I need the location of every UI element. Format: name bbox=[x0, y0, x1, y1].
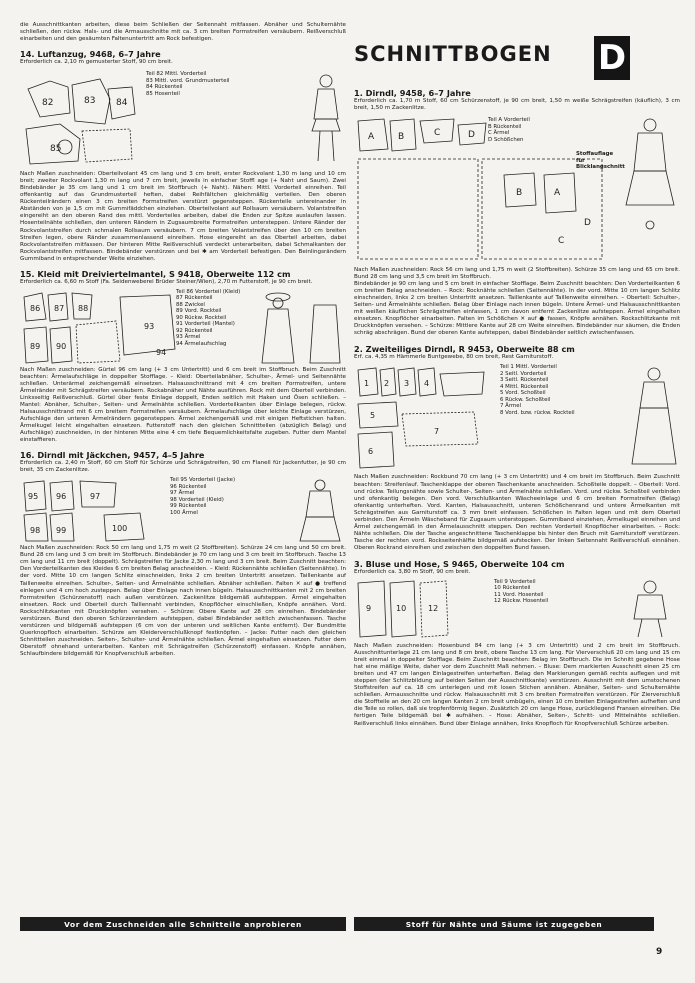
part-100: 100 Ärmel bbox=[170, 509, 198, 516]
section-3-parts bbox=[494, 579, 548, 605]
svg-text:6: 6 bbox=[368, 447, 374, 457]
part-6: 6 Rückw. Schoßteil bbox=[500, 396, 551, 403]
svg-text:9: 9 bbox=[366, 603, 372, 613]
part-7: 7 Ärmel bbox=[500, 403, 522, 410]
page-number: 9 bbox=[656, 947, 663, 957]
svg-text:C: C bbox=[558, 236, 565, 246]
section-3-text: Nach Maßen zuschneiden: Hosenbund 84 cm lang (+ 3 cm Untertritt) und 2 cm breit im Stoffbruch. Ausschnittunterlage 21 cm lang und 8 cm breit, obere Tasche 13 cm lang. Für Vierverschluß 20 cm lang und 15 cm breit einmal in doppelter Stofflage. Beim Zuschnitt beachten: Belag im Stoffbruch. Die im Schnitt gegebene Hose hat eine mäßige Weite, daher vor dem Zuschnitt Maß nehmen. – Bluse: Dem markierten Ausschnitt einen 25 cm breiten und 47 cm langen Einlagestreifen unterheften. Belag den Markierungen gemäß rechts auflegen und mit steppen (der Schlitzbildung auf beiden Seiten der Ausschnittkante) verstürzen. Ausschnitt mit dem umstochenen Stoffstreifen auf ca. 18 cm unterlegen und mit losen Stichen annähen. Abnäher, Seiten- und Schulternähte schließen. Armausschnitte und rückw. Halsausschnitt mit 3 cm breiten Formstreifen verstürzen. Für Zierverschluß die Stoffteile an den 20 cm langen Kanten 2 cm breit umbügeln, einen 10 cm breiten Einlagestreifen aufheften und die Teile so rollen, daß sie tropfenförmig liegen. Zusätzlich 20 cm lange Hose, zurückliegend Fransen einreihen. Die fertigen Teile bildgemäß bei ✱ aufnähen. – Hose: Abnäher, Seiten-, Schritt- und Mittelnähte schließen. Reißverschluß links einnähen. Bund über Einlage annähen, links Knopfloch für Knopfverschluß Schürze arbeiten. bbox=[354, 642, 680, 727]
svg-text:89: 89 bbox=[30, 341, 41, 351]
section-1-title: 1. Dirndl, 9458, 6–7 Jahre bbox=[354, 88, 471, 98]
section-15-requirements: Erforderlich ca. 6,60 m Stoff (Fa. Seidenweberei Brüder Steiner/Wien), 2,70 m Futterstoff, je 90 cm breit. bbox=[20, 278, 313, 285]
section-2-title: 2. Zweiteiliges Dirndl, R 9453, Oberweite 88 cm bbox=[354, 344, 575, 355]
page-title: SCHNITTBOGEN bbox=[354, 42, 552, 66]
part-8: 8 Vord. bzw. rückw. Rockteil bbox=[500, 409, 575, 416]
svg-text:90: 90 bbox=[56, 341, 67, 351]
svg-text:A: A bbox=[368, 132, 375, 142]
svg-text:83: 83 bbox=[84, 96, 96, 107]
svg-text:2: 2 bbox=[384, 379, 390, 389]
section-14-requirements: Erforderlich ca. 2,10 m gemusterter Stoff, 90 cm breit. bbox=[20, 59, 173, 66]
part-b: B Rückenteil bbox=[488, 123, 522, 130]
svg-text:95: 95 bbox=[28, 492, 39, 502]
part-85: 85 Hosenteil bbox=[146, 90, 180, 97]
svg-text:86: 86 bbox=[30, 303, 41, 313]
section-14-title: 14. Luftanzug, 9468, 6–7 Jahre bbox=[20, 49, 161, 60]
svg-text:B: B bbox=[398, 132, 405, 142]
svg-text:100: 100 bbox=[112, 524, 128, 534]
section-2 bbox=[354, 344, 680, 552]
pattern-diagram-1 bbox=[354, 115, 625, 263]
part-88: 88 Zwickel bbox=[176, 301, 205, 308]
part-94: 94 Ärmelaufschlag bbox=[176, 340, 227, 347]
part-90: 90 Rückw. Rockteil bbox=[176, 314, 227, 321]
figure-illustration-1 bbox=[616, 115, 682, 235]
pattern-diagram-3 bbox=[354, 579, 450, 639]
part-c: C Ärmel bbox=[488, 130, 510, 136]
part-10: 10 Rückenteil bbox=[494, 585, 531, 592]
pattern-diagram-15 bbox=[20, 289, 180, 365]
section-14-text: Nach Maßen zuschneiden: Oberteilvolant 45 cm lang und 3 cm breit, erster Rockvolant 1,30 m lang und 10 cm breit; zweiter Rockvolant 1,30 m lang und 7 cm breit, jeweils in einfacher Stoffl age (+ Naht und Saum). Zwei Bindebänder je 35 cm lang und 1 cm breit im Stoffbruch (+ Naht). Nähen: Mittl. Vorderteil einreihen. Teil offenkantig auf das Grundmusterteil heften, dabei Reihfältchen gleichmäßig verteilen. Den oberen Rückenteilrändern einen 3 cm breiten Formstreifen verstürzt gegensteppen. Rückenteile untereinander in Abständen von je 1,5 cm mit Gummifäddchen einziehen. Oberteilvolant auf Rollsaum versäubern. Volantstreifen eingereiht an den oberen Rand des mittl. Vorderteiles arbeiten, dabei die Enden zur Spitze auslaufen lassen. Hosenteilnähte schließen, den unteren Rändern in Zugsaumbreite Formstreifen untersteppen. Untere Ränder der Rockvolantstreifen durch schmalen Rollsaum versäubern. 7 cm breiten Volantstreifen über den 10 cm breiten Streifen legen, obere Ränder zusammenlassend einreihen. Hose eingereiht an das Oberteil arbeiten, dabei Rockvolantstreifen mitfassen. Der hinteren Mitte Reißverschluß verdeckt unterarbeiten, dabei Schmalkanten der Rockvolantstreifen mitfassen. Bindebänder verstürzen und bei ✱ am Vorderteil befestigen. Den Beinlingsrändern Gummiband in entsprechender Weite einziehen. bbox=[20, 171, 346, 262]
section-16-figure bbox=[20, 477, 346, 543]
section-16-requirements: Erforderlich ca. 2,40 m Stoff, 60 cm Stoff für Schürze und Schrägstreifen, 90 cm Flanell für Jackenfutter, je 90 cm breit, 35 cm Zackenlitze. bbox=[20, 460, 346, 474]
svg-text:1: 1 bbox=[364, 379, 370, 389]
intro-paragraph: die Ausschnittkanten arbeiten, diese beim Schließen der Seitennaht mitfassen. Abnäher und Schulternähte schließen, den rückw. Hals- und die Armausschnitte mit ca. 3 cm breiten Formstreifen versäubern. Reißverschluß einarbeiten und den gesäumten Faltenuntertritt am Rock befestigen. bbox=[20, 22, 346, 43]
section-14 bbox=[20, 49, 346, 263]
part-91: 91 Vorderteil (Mantel) bbox=[176, 321, 235, 328]
svg-text:82: 82 bbox=[42, 98, 54, 109]
pattern-diagram-16 bbox=[20, 477, 160, 543]
svg-text:98: 98 bbox=[30, 526, 41, 536]
right-column bbox=[354, 88, 680, 728]
part-5: 5 Vord. Schoßteil bbox=[500, 390, 546, 397]
section-2-requirements: Erf. ca. 4,35 m Hämmerle Buntgewebe, 80 cm breit, Rest Garniturstoff. bbox=[354, 354, 554, 361]
section-15-figure bbox=[20, 289, 346, 365]
part-1: Teil 1 Mittl. Vorderteil bbox=[500, 364, 557, 371]
section-15-text: Nach Maßen zuschneiden: Gürtel 96 cm lang (+ 3 cm Untertritt) und 6 cm breit im Stoffbruch. Beim Zuschnitt beachten: Ärmelaufschläge in doppelter Stofflage. – Kleid: Oberteilabnäher, Schulter-, Ärmel- und Seitennähte schließen. Unterärmel zeichengemäß einsetzen. Halsausschnittrand mit 4 cm breiten Formstreifen, untere Ärmelränder mit Schrägstreifen versäubern. Rockabnäher und Nähte ausführen. Rock mit dem Oberteil verbinden. Linksseitig Reißverschluß. Gürtel über feste Einlage doppelt, Enden seitlich mit Haken und Ösen schließen. – Mantel: Abnäher, Schulter-, Seiten- und Ärmelnähte schließen. Vorderteilkanten über Einlage belegen, rückw. Halsausschnittrand mit 6 cm breitem Formstreifen versäubern. Ärmelaufschläge über leichte Einlage verstürzen, Aufschläge den unteren Ärmelrändern gegensteppen. Ärmel zeichengemäß und mit einigen Heftstichen halten. Ärmelkugel leicht eingehalten einsetzen. Futterstoff nach den gleichen Schnittteilen (abzüglich Belag) und Aufschläge) zuschneiden, in der hinteren Mitte eine 4 cm tiefe Bequemlichkeitsfalte zugeben. Futter dem Mantel einstaffieren. bbox=[20, 366, 346, 444]
section-3-requirements: Erforderlich ca. 3,80 m Stoff, 90 cm breit. bbox=[354, 568, 471, 575]
part-d: D Schößchen bbox=[488, 136, 524, 143]
part-11: 11 Vord. Hosenteil bbox=[494, 591, 544, 598]
part-97: 97 Ärmel bbox=[170, 490, 195, 497]
part-2: 2 Seitl. Vorderteil bbox=[500, 370, 547, 377]
section-1 bbox=[354, 88, 680, 337]
footer-right-banner: Stoff für Nähte und Säume ist zugegeben bbox=[354, 917, 654, 931]
svg-text:5: 5 bbox=[370, 411, 376, 421]
svg-text:88: 88 bbox=[78, 303, 89, 313]
pattern-diagram-2 bbox=[354, 364, 494, 470]
part-92: 92 Rückenteil bbox=[176, 327, 213, 334]
section-1-parts bbox=[488, 117, 530, 143]
pattern-diagram-14 bbox=[20, 69, 140, 169]
svg-text:D: D bbox=[584, 218, 591, 228]
svg-text:97: 97 bbox=[90, 492, 101, 502]
section-15-title: 15. Kleid mit Dreiviertelmantel, S 9418, Oberweite 112 cm bbox=[20, 268, 291, 279]
left-column bbox=[20, 22, 346, 658]
part-12: 12 Rückw. Hosenteil bbox=[494, 598, 549, 605]
part-89: 89 Vord. Rockteil bbox=[176, 308, 222, 315]
part-93: 93 Ärmel bbox=[176, 334, 201, 341]
figure-illustration-14 bbox=[306, 69, 346, 165]
section-1-text: Bindebänder je 90 cm lang und 5 cm breit in einfacher Stofflage. Beim Zuschnitt beachten: Den Vorderteilkanten 6 cm breiten Belag anschneiden. – Rock: Rocknähte schließen (Seitennähte). In der vord. Mitte 10 cm langen Schlitz einschneiden, links 2 cm breiten Untertritt ansetzen. Taillenkante auf Taillenweite einreihen. – Oberteil: Schulter-, Seiten- und Ärmelnähte schließen. Belag über Einlage nach innen bügeln. Untere Ärmel- und Halsausschnittkanten mit weißen käuflichen Schrägstreifen einfassen, 1 cm davon entfernt Zackenlitze aufsteppen. Ärmel eingehalten einsetzen. Knopflöcher einarbeiten. Falten im Schößchen ✕ auf ● fassen, Knöpfe annähen. Rockschlitzkante mit Druckknöpfen versehen. – Schürze: Mittlere Kante auf 28 cm Weite einreihen. Bindebänder nur säumen, die Enden schräg abschrägen. Bund der oberen Kante aufsteppen, dabei Bindebänder seitlich zwischenfassen. bbox=[354, 281, 680, 337]
part-99: 99 Rückenteil bbox=[170, 503, 207, 510]
section-15 bbox=[20, 269, 346, 445]
section-2-parts bbox=[500, 364, 575, 416]
svg-text:87: 87 bbox=[54, 303, 65, 313]
svg-text:A: A bbox=[554, 188, 561, 198]
figure-illustration-16 bbox=[296, 477, 346, 543]
section-16-title: 16. Dirndl mit Jäckchen, 9457, 4–5 Jahre bbox=[20, 450, 205, 461]
part-3: 3 Seitl. Rückenteil bbox=[500, 377, 549, 384]
section-1-layout-label: Stoffauflage für Blicklangschnitt bbox=[576, 151, 625, 170]
svg-text:10: 10 bbox=[396, 603, 407, 613]
figure-illustration-2 bbox=[628, 364, 680, 470]
section-1-side-text: Nach Maßen zuschneiden: Rock 56 cm lang und 1,75 m weit (2 Stoffbreiten). Schürze 35 cm lang und 65 cm breit. Bund 28 cm lang und 3,5 cm breit im Stoffbruch. bbox=[354, 267, 680, 281]
svg-text:7: 7 bbox=[434, 427, 440, 437]
header-banner bbox=[354, 36, 628, 80]
section-16 bbox=[20, 450, 346, 658]
part-4: 4 Mittl. Rückenteil bbox=[500, 383, 549, 390]
section-3 bbox=[354, 559, 680, 728]
part-95: Teil 95 Vorderteil (Jacke) bbox=[170, 477, 236, 484]
section-16-text: Nach Maßen zuschneiden: Rock 50 cm lang und 1,75 m weit (2 Stoffbreiten). Schürze 24 cm lang und 50 cm breit. Bund 28 cm lang und 3 cm breit im Stoffbruch. Bindebänder je 70 cm lang und 3 cm breit im Stoffbruch. Tasche 13 cm lang und 11 cm breit (doppelt). Schrägstreifen für Jacke 2,30 m lang und 3 cm breit. Beim Zuschnitt beachten: Den Vorderteilkanten des Kleides 6 cm breiten Belag anschneiden. – Kleid: Rückennähte schließen (Seitennähte). In der vord. Mitte 10 cm langen Schlitz einschneiden, links 2 cm breiten Untertritt ansetzen. Taillenkante auf Taillenweite einreihen. Schulter-, Seiten- und Ärmelnähte schließen. Abnäher schließen. Falten ✕ auf ● treffend einlegen und 4 cm hoch zusteppen. Belag über Einlage nach innen bügeln. Halsausschnittkanten mit 2 cm breiten Formstreifen (Schürzenstoff) nach außen verstürzen. Zackenlitze bildgemäß aufsteppen. Ärmel eingehalten einsetzen. Rock und Oberteil durch Taillennaht verbinden, Knopflöcher einschließen, Knöpfe annähen. Vord. Rockschlitzkanten mit Druckknöpfen versehen. – Schürze: Obere Kante auf 28 cm einreihen. Bindebänder verstürzen. Bund den oberen Schürzenrändern aufsteppen, dabei Bindebänder seitlich zwischenfassen. Tasche verstürzen und bildgemäß aufsteppen (6 cm von der unteren und seitlichen Kante entfernt). Der Bundmitte Querknopfloch einarbeiten. Schürze am Kleiderverschlußknopf festknöpfen. – Jacke: Futter nach den gleichen Schnittteilen zuschneiden. Seiten-, Schulter- und Ärmelnähte schließen. Ärmel eingehalten einsetzen. Futter dem Oberstoff ohnehand unterarbeiten. Kanten mit Schrägstreifen (Schürzenstoff) einfassen. Knöpfe annähen, Schlaufbindere bildgemäß für Knopfverschluß arbeiten. bbox=[20, 545, 346, 657]
part-86: Teil 86 Vorderteil (Kleid) bbox=[176, 288, 241, 295]
section-15-parts bbox=[176, 289, 240, 348]
part-83: 83 Mittl. vord. Grundmusterteil bbox=[146, 77, 230, 84]
section-2-figure bbox=[354, 364, 680, 472]
svg-text:B: B bbox=[516, 188, 523, 198]
section-3-title: 3. Bluse und Hose, S 9465, Oberweite 104 cm bbox=[354, 558, 565, 569]
svg-text:96: 96 bbox=[56, 492, 67, 502]
svg-text:12: 12 bbox=[428, 603, 439, 613]
section-2-text: Nach Maßen zuschneiden: Rockbund 70 cm lang (+ 3 cm Untertritt) und 4 cm breit im Stoffbruch. Beim Zuschnitt beachten: Streifenlauf. Taschenklappe der oberen Taschenkante anschneiden. Schoßteile doppelt. – Oberteil: Vord. und rückw. Teilungsnähte sowie Schulter-, Seiten- und Ärmelnähte schließen. Vord. und rückw. Schoßteil verbinden und ofenkantig belegen. Den vord. Verschlußkanten Wäscheeinlage und 6 cm breiten Formstreifen (Belag) ofenkantig unterheften. Vord. Kanten, Halsausschnitt, unteren Schößchenrand und untere Ärmelkanten mit Schrägstreifen aus Garniturstoff ca. 3 mm breit einfassen. Schößchen in Falten legen und mit dem Oberteil verbinden. Den Ärmeln Wäscheband für Zugsaum unterstoppen. Gummiband einziehen, Ärmelkugel einreihen und Ärmel zeichengemäß in den Ärmelausschnitt steppen. Den rechten Vorderteil Knopflöcher einarbeiten. – Rock: Nähte schließen. Die der Tasche angeschnittene Taschenklappe bis hinter den Bruch mit Garniturstoff verstürzen. Tasche der rechten vord. Rockseitenhälfte bildgemäß aufstecken. Der linken Seitennaht Reißverschluß einnähen. Oberen Rockrand einreihen und zwischen den doppelten Bund fassen. bbox=[354, 474, 680, 551]
part-87: 87 Rückenteil bbox=[176, 295, 213, 302]
figure-illustration-3 bbox=[620, 579, 680, 639]
section-1-requirements: Erforderlich ca. 1,70 m Stoff, 60 cm Schürzenstoff, je 90 cm breit, 1,50 m weiße Schrägstreifen (käuflich), 3 cm breit, 1,50 m Zackenlitze. bbox=[354, 98, 680, 111]
page-letter-badge: D bbox=[594, 36, 630, 80]
section-1-figure bbox=[354, 115, 680, 265]
svg-text:84: 84 bbox=[116, 98, 128, 109]
svg-text:D: D bbox=[468, 130, 475, 140]
part-82: Teil 82 Mittl. Vorderteil bbox=[146, 71, 207, 78]
svg-text:4: 4 bbox=[424, 379, 430, 389]
svg-text:C: C bbox=[434, 128, 441, 138]
part-98: 98 Vorderteil (Kleid) bbox=[170, 496, 224, 503]
svg-text:3: 3 bbox=[404, 379, 410, 389]
part-9: Teil 9 Vorderteil bbox=[494, 578, 536, 585]
svg-text:85: 85 bbox=[50, 144, 62, 155]
svg-text:99: 99 bbox=[56, 526, 67, 536]
part-a: Teil A Vorderteil bbox=[488, 117, 530, 123]
footer-left-banner: Vor dem Zuschneiden alle Schnitteile anprobieren bbox=[20, 917, 346, 931]
section-3-figure bbox=[354, 579, 680, 641]
svg-text:94: 94 bbox=[156, 347, 167, 357]
part-96: 96 Rückenteil bbox=[170, 483, 207, 490]
section-14-figure bbox=[20, 69, 346, 169]
svg-text:93: 93 bbox=[144, 321, 155, 331]
section-14-parts bbox=[146, 71, 230, 97]
part-84: 84 Rückenteil bbox=[146, 84, 183, 91]
figure-illustration-15 bbox=[256, 289, 346, 365]
section-16-parts bbox=[170, 477, 235, 516]
